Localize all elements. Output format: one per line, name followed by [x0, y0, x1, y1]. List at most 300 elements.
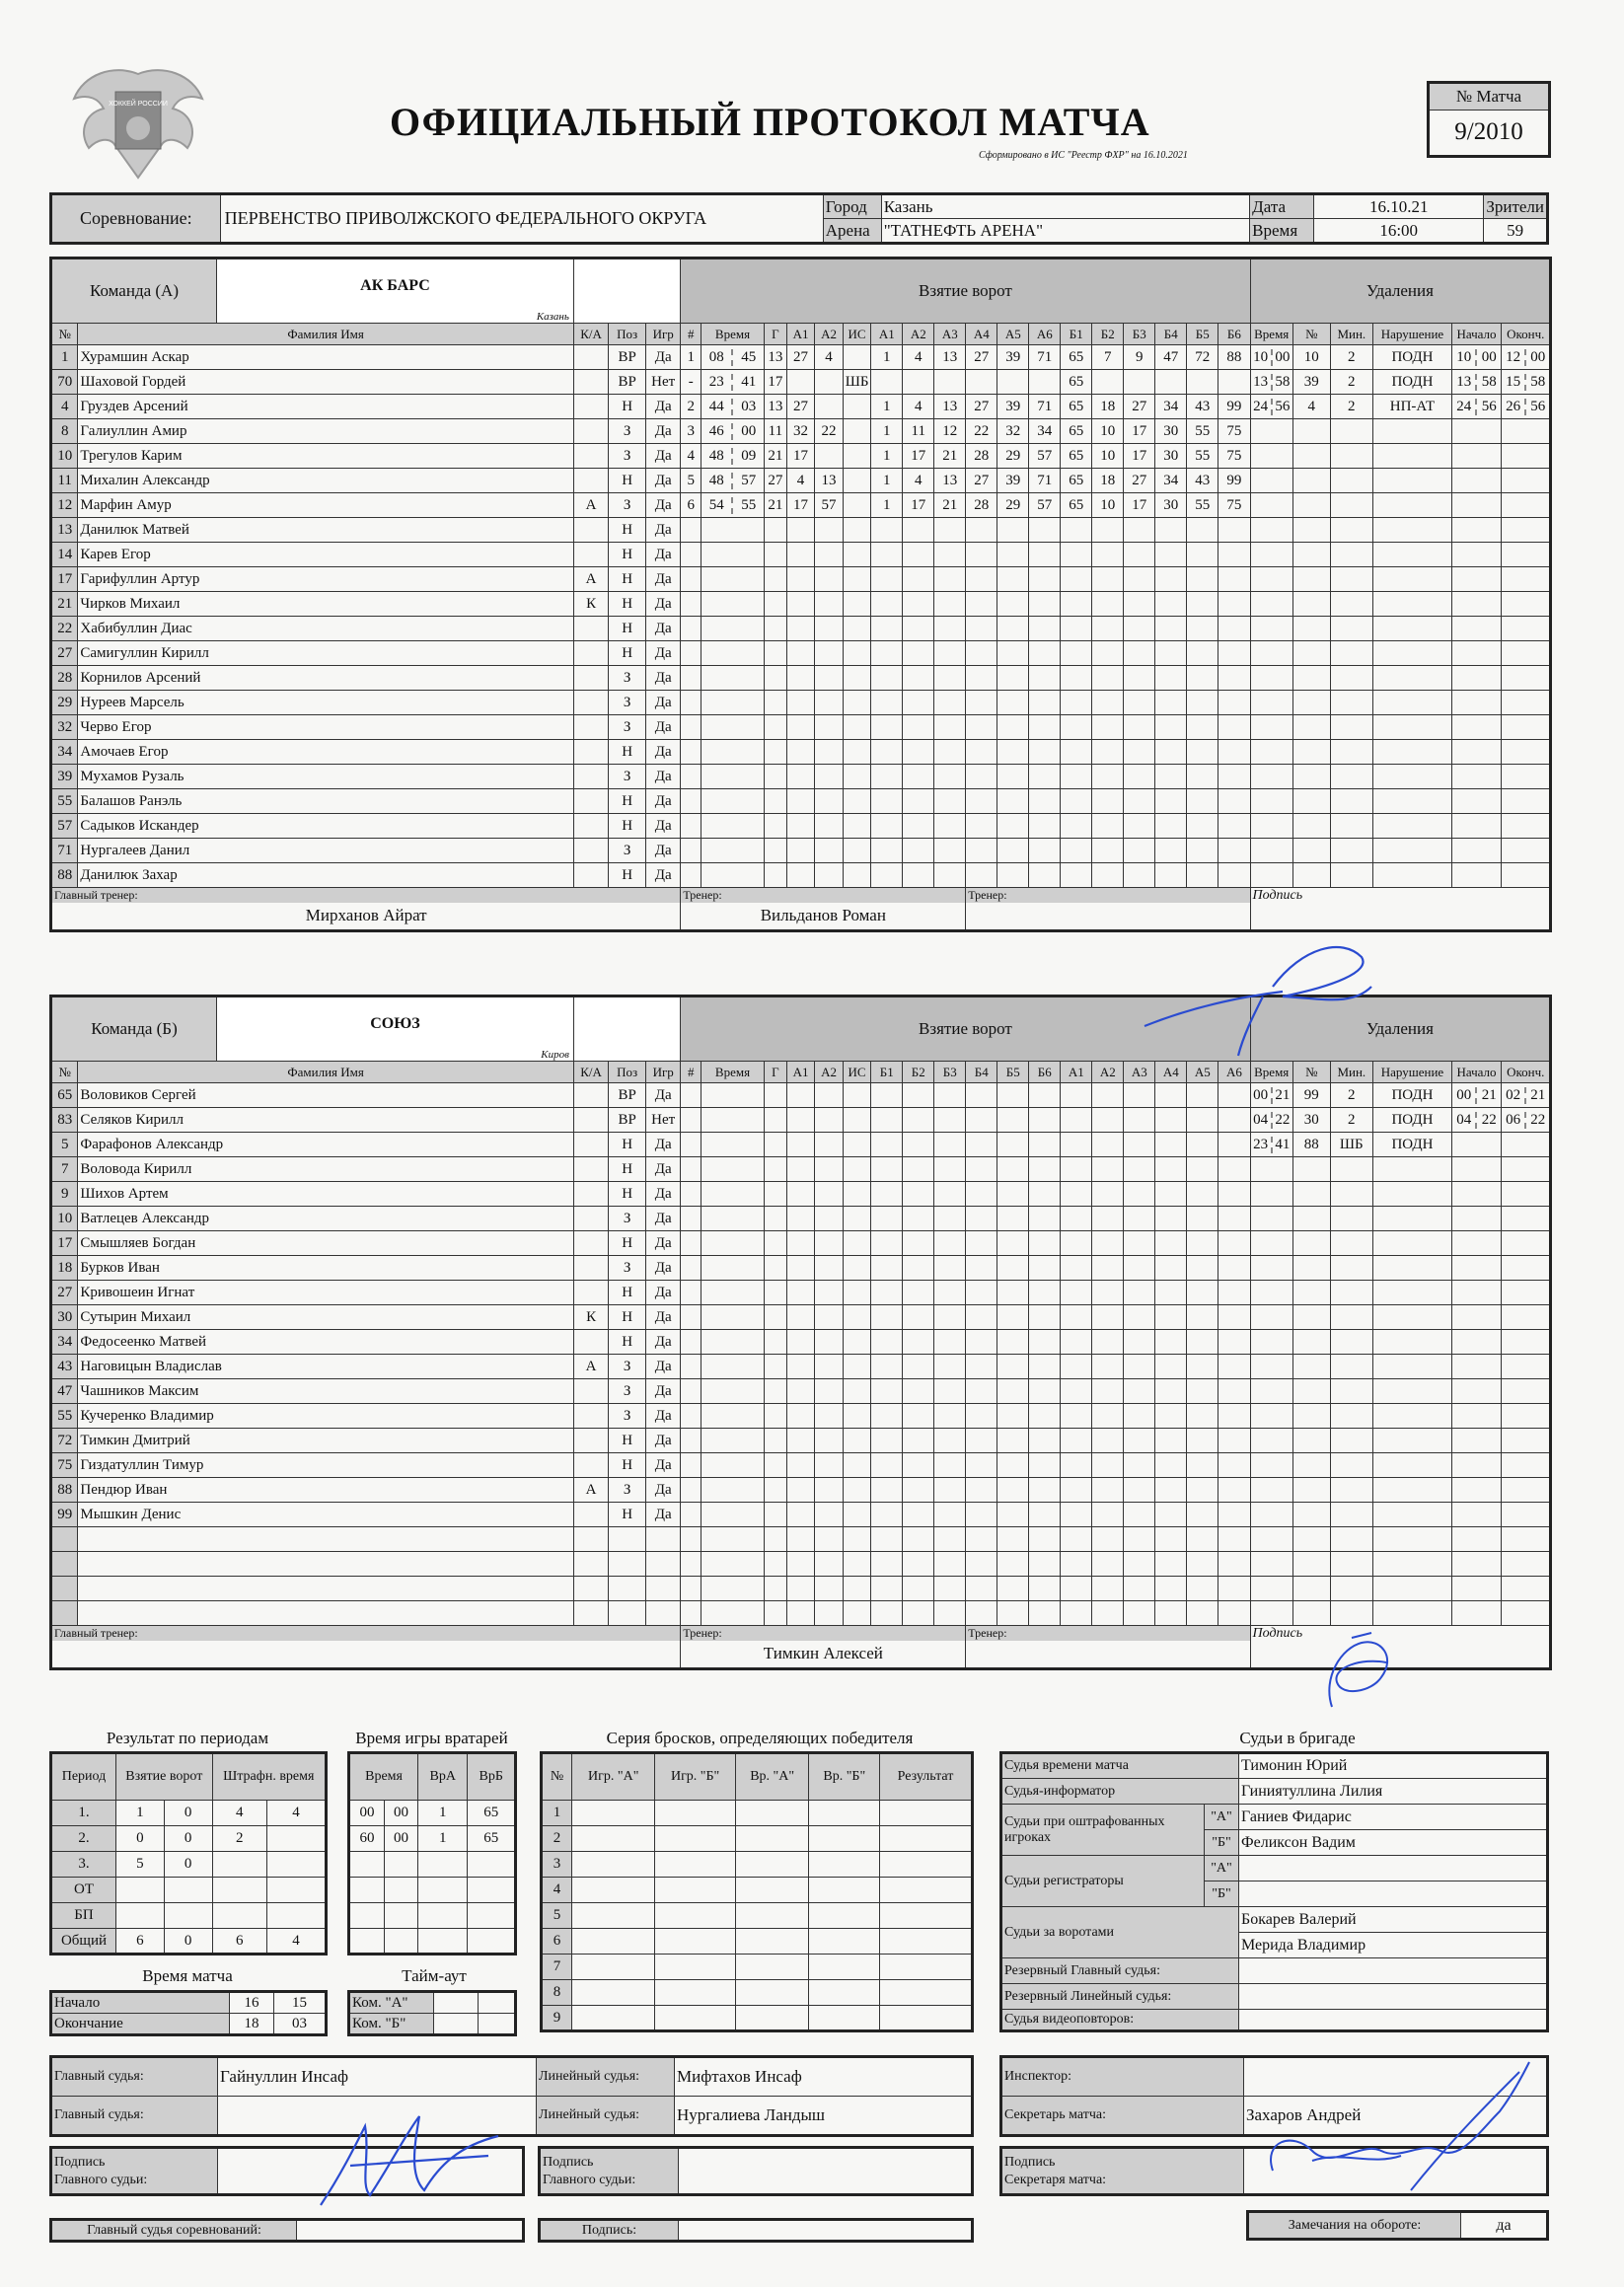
goal-assist-1: [786, 617, 815, 641]
penalty-time: [1250, 666, 1292, 691]
team_b-h-play: Игр: [645, 1062, 680, 1083]
table-row: [51, 419, 1551, 444]
on-ice-a: 12: [934, 419, 966, 444]
on-ice-b: [1092, 1207, 1124, 1231]
line-referee-label: Линейный судья:: [537, 2057, 675, 2097]
penalty-violation: [1373, 765, 1452, 789]
on-ice-a: [903, 691, 934, 715]
team_a-h-onice-on_ice_b-2: Б3: [1124, 324, 1155, 345]
on-ice-a: [997, 1552, 1029, 1577]
penalty-violation: [1373, 1453, 1452, 1478]
goal-number: [681, 1330, 701, 1355]
player-captaincy: А: [573, 1355, 608, 1379]
line-signature-field[interactable]: [679, 2148, 973, 2195]
team_a-h-onice-on_ice_a-4: А5: [997, 324, 1029, 345]
on-ice-a: [871, 1305, 903, 1330]
goal-time: [701, 1478, 764, 1503]
player-name: Селяков Кирилл: [78, 1108, 574, 1133]
goal-scorer: [764, 1601, 786, 1626]
goal-number: [681, 1256, 701, 1281]
on-ice-a: [934, 1182, 966, 1207]
penalty-violation: [1373, 469, 1452, 493]
match-number: 9/2010: [1454, 118, 1523, 145]
on-ice-b: [1124, 518, 1155, 543]
on-ice-a: [934, 617, 966, 641]
penalty-start: [1451, 814, 1501, 839]
on-ice-a: [1029, 765, 1061, 789]
penalty-start: [1451, 1577, 1501, 1601]
on-ice-a: [871, 1429, 903, 1453]
penalty-end: [1502, 1527, 1551, 1552]
goal-time-min: 48: [701, 448, 734, 465]
on-ice-b: [1218, 814, 1250, 839]
period-label: 2.: [51, 1826, 116, 1852]
on-ice-a: 39: [997, 345, 1029, 370]
player-number: 70: [51, 370, 78, 395]
on-ice-a: [966, 715, 997, 740]
on-ice-b: [1124, 1256, 1155, 1281]
goalie-a: 1: [418, 1826, 468, 1852]
on-ice-b: 65: [1061, 493, 1092, 518]
goal-situation: [843, 1429, 871, 1453]
player-number: 17: [51, 567, 78, 592]
on-ice-a: [1029, 567, 1061, 592]
on-ice-a: [966, 1503, 997, 1527]
on-ice-b: [1124, 814, 1155, 839]
on-ice-b: [1187, 691, 1218, 715]
goal-judge-2: Мерида Владимир: [1239, 1933, 1548, 1958]
penalty-time-sec: 58: [1275, 373, 1291, 390]
match-time-title: Время матча: [142, 1966, 233, 1985]
date-value: 16.10.21: [1314, 194, 1484, 219]
on-ice-a: 27: [966, 345, 997, 370]
on-ice-b: [1061, 1207, 1092, 1231]
on-ice-a: [1029, 1231, 1061, 1256]
penalty-start: [1451, 1207, 1501, 1231]
officials-table: [999, 1751, 1549, 2032]
player-name: Шихов Артем: [78, 1182, 574, 1207]
penalty-time: [1250, 419, 1292, 444]
player-name: Фарафонов Александр: [78, 1133, 574, 1157]
player-position: З: [609, 1404, 646, 1429]
on-ice-b: [1187, 518, 1218, 543]
goal-number: [681, 839, 701, 863]
penalty-end: [1502, 666, 1551, 691]
on-ice-b: [1155, 370, 1187, 395]
penalty-minutes: [1330, 789, 1372, 814]
on-ice-a: [966, 814, 997, 839]
penalty-minutes: [1330, 666, 1372, 691]
table-row: [51, 543, 1551, 567]
on-ice-b: 65: [1061, 395, 1092, 419]
goal-scorer: [764, 1355, 786, 1379]
goal-scorer: 21: [764, 493, 786, 518]
on-ice-a: [934, 715, 966, 740]
period-goals-b: 0: [164, 1826, 212, 1852]
penalty-end: [1502, 543, 1551, 567]
on-ice-a: 1: [871, 444, 903, 469]
goal-assist-1: [786, 1108, 815, 1133]
player-plays: Да: [645, 1429, 680, 1453]
team_a-goals-title: Взятие ворот: [681, 258, 1250, 324]
goal-assist-2: [815, 1355, 844, 1379]
table-row: [51, 1929, 327, 1955]
on-ice-b: [1061, 518, 1092, 543]
arena-label: Арена: [823, 219, 881, 244]
player-captaincy: [573, 1157, 608, 1182]
on-ice-a: [871, 1108, 903, 1133]
penalty-time: [1250, 469, 1292, 493]
on-ice-a: [903, 1281, 934, 1305]
penalty-start: [1451, 863, 1501, 888]
on-ice-a: 4: [903, 469, 934, 493]
table-row: [542, 1878, 973, 1903]
on-ice-a: [871, 666, 903, 691]
penalty-violation: [1373, 715, 1452, 740]
penalty-judges-label: Судьи при оштрафованных игроках: [1001, 1805, 1205, 1856]
on-ice-b: [1155, 740, 1187, 765]
player-plays: Да: [645, 1453, 680, 1478]
on-ice-a: 39: [997, 395, 1029, 419]
on-ice-a: [903, 1478, 934, 1503]
on-ice-a: [997, 666, 1029, 691]
goal-scorer: [764, 839, 786, 863]
player-position: Н: [609, 814, 646, 839]
team_b-h-onice-on_ice_b-0: Б1: [871, 1062, 903, 1083]
player-captaincy: [573, 666, 608, 691]
on-ice-a: [871, 863, 903, 888]
goal-assist-1: [786, 789, 815, 814]
on-ice-a: [1029, 641, 1061, 666]
penalty-start: [1451, 493, 1501, 518]
on-ice-a: [903, 370, 934, 395]
penalty-start: [1451, 765, 1501, 789]
team_a-h-gis: ИС: [843, 324, 871, 345]
on-ice-a: [871, 1577, 903, 1601]
penalty-minutes: [1330, 715, 1372, 740]
team_b-h-pstart: Начало: [1451, 1062, 1501, 1083]
penalty-end: [1502, 493, 1551, 518]
goal-situation: [843, 395, 871, 419]
player-number: 22: [51, 617, 78, 641]
period-goals-a: [116, 1878, 165, 1903]
on-ice-a: [997, 814, 1029, 839]
player-position: Н: [609, 1330, 646, 1355]
periods-table: [49, 1751, 328, 1955]
timeout-title: Тайм-аут: [402, 1966, 467, 1985]
match-number-box: [1427, 81, 1551, 158]
penalty-time: [1250, 1355, 1292, 1379]
penalty-player: [1292, 419, 1330, 444]
penalty-violation: [1373, 1157, 1452, 1182]
penalty-end: [1502, 1133, 1551, 1157]
goal-scorer: [764, 666, 786, 691]
on-ice-b: [1124, 863, 1155, 888]
referees-table: [49, 2055, 974, 2137]
penalty-end: [1502, 1305, 1551, 1330]
goal-assist-1: [786, 1157, 815, 1182]
penalty-judge-b: Феликсон Вадим: [1239, 1830, 1548, 1856]
period-pen-b: 4: [267, 1929, 327, 1955]
on-ice-b: [1092, 617, 1124, 641]
on-ice-a: 39: [997, 469, 1029, 493]
team-b-section: [49, 995, 1549, 1670]
player-captaincy: [573, 1207, 608, 1231]
table-row: [51, 740, 1551, 765]
competition-label: Соревнование:: [51, 194, 221, 244]
player-plays: Да: [645, 839, 680, 863]
goal-assist-1: [786, 691, 815, 715]
on-ice-b: [1187, 740, 1218, 765]
player-number: 8: [51, 419, 78, 444]
team_b-h-ptime: Время: [1250, 1062, 1292, 1083]
player-number: [51, 1552, 78, 1577]
goalie-a: [418, 1929, 468, 1955]
comp-judge-field[interactable]: [297, 2220, 524, 2242]
on-ice-a: [903, 592, 934, 617]
goal-time: [701, 469, 764, 493]
on-ice-a: 21: [934, 444, 966, 469]
on-ice-a: [934, 1207, 966, 1231]
goal-situation: [843, 765, 871, 789]
on-ice-b: [1092, 1330, 1124, 1355]
goal-assist-1: [786, 740, 815, 765]
on-ice-a: [997, 617, 1029, 641]
on-ice-b: [1218, 543, 1250, 567]
main-referee-label: Главный судья:: [51, 2057, 218, 2097]
on-ice-a: [1029, 1503, 1061, 1527]
on-ice-b: [1092, 1478, 1124, 1503]
sign-line-label-2: Главного судьи:: [543, 2172, 636, 2187]
penalty-a-tag: "А": [1205, 1805, 1239, 1830]
on-ice-b: [1092, 691, 1124, 715]
on-ice-b: [1218, 1182, 1250, 1207]
penalty-player: [1292, 1355, 1330, 1379]
on-ice-b: [1218, 1404, 1250, 1429]
penalty-b-tag: "Б": [1205, 1830, 1239, 1856]
goal-scorer: [764, 765, 786, 789]
on-ice-a: [966, 1231, 997, 1256]
time-label: Время: [1250, 219, 1314, 244]
player-position: Н: [609, 1453, 646, 1478]
table-row: [51, 789, 1551, 814]
sign-field[interactable]: [679, 2220, 973, 2242]
goal-time-sec: 03: [741, 398, 757, 414]
player-name: Нуреев Марсель: [78, 691, 574, 715]
goal-assist-2: [815, 666, 844, 691]
on-ice-b: [1218, 765, 1250, 789]
goal-assist-2: [815, 1453, 844, 1478]
goalie-a: [418, 1852, 468, 1878]
team_a-h-pmin: Мин.: [1330, 324, 1372, 345]
penalty-time: [1250, 543, 1292, 567]
on-ice-a: [871, 814, 903, 839]
player-plays: Да: [645, 1379, 680, 1404]
penalty-time: [1250, 1552, 1292, 1577]
goal-assist-1: [786, 1429, 815, 1453]
goal-scorer: [764, 1453, 786, 1478]
on-ice-b: [1218, 1552, 1250, 1577]
on-ice-a: [903, 543, 934, 567]
player-plays: Да: [645, 1478, 680, 1503]
on-ice-b: [1092, 1552, 1124, 1577]
penalty-end-min: 26: [1502, 399, 1526, 415]
goal-scorer: [764, 1281, 786, 1305]
goal-number: 1: [681, 345, 701, 370]
player-name: Бурков Иван: [78, 1256, 574, 1281]
penalty-end: [1502, 1182, 1551, 1207]
penalty-player: [1292, 789, 1330, 814]
on-ice-b: [1092, 370, 1124, 395]
timeout-a-label: Ком. "А": [349, 1992, 434, 2014]
secretary: Захаров Андрей: [1244, 2097, 1548, 2136]
player-captaincy: [573, 789, 608, 814]
penalty-start: [1451, 1379, 1501, 1404]
on-ice-b: [1124, 1577, 1155, 1601]
goalie-time-sec: [384, 1852, 417, 1878]
player-captaincy: [573, 1429, 608, 1453]
goal-number: [681, 691, 701, 715]
goal-time: [701, 1256, 764, 1281]
table-row: [51, 863, 1551, 888]
table-row: [542, 2006, 973, 2031]
goal-number: [681, 543, 701, 567]
sign-line-label-1: Подпись: [543, 2154, 594, 2170]
goal-scorer: [764, 1478, 786, 1503]
penalty-violation: [1373, 1577, 1452, 1601]
player-number: [51, 1601, 78, 1626]
on-ice-b: [1218, 641, 1250, 666]
goal-assist-2: [815, 1256, 844, 1281]
goal-assist-2: [815, 641, 844, 666]
goal-assist-1: [786, 641, 815, 666]
table-row: [542, 1852, 973, 1878]
penalty-end: [1502, 1404, 1551, 1429]
on-ice-a: 27: [966, 395, 997, 419]
player-captaincy: [573, 617, 608, 641]
on-ice-a: 1: [871, 345, 903, 370]
period-pen-a: 4: [212, 1801, 266, 1826]
penalty-time: [1250, 1503, 1292, 1527]
goal-situation: [843, 740, 871, 765]
player-position: З: [609, 715, 646, 740]
team_b-h-pos: Поз: [609, 1062, 646, 1083]
goal-situation: [843, 666, 871, 691]
player-captaincy: А: [573, 567, 608, 592]
on-ice-b: [1218, 567, 1250, 592]
on-ice-a: [997, 1577, 1029, 1601]
table-row: [542, 1826, 973, 1852]
on-ice-a: [871, 789, 903, 814]
player-position: Н: [609, 617, 646, 641]
on-ice-b: 72: [1187, 345, 1218, 370]
penalty-start-sec: 21: [1481, 1086, 1497, 1103]
goal-scorer: [764, 863, 786, 888]
on-ice-a: [966, 543, 997, 567]
on-ice-a: [934, 789, 966, 814]
comp-judge-label: Главный судья соревнований:: [51, 2220, 297, 2242]
on-ice-a: [966, 1207, 997, 1231]
shootout-h-ga: Вр. "А": [735, 1753, 809, 1801]
on-ice-a: [1029, 370, 1061, 395]
on-ice-b: 17: [1124, 444, 1155, 469]
on-ice-b: [1061, 666, 1092, 691]
goal-time-sec: 41: [741, 373, 757, 390]
goal-scorer: [764, 1305, 786, 1330]
goal-number: 6: [681, 493, 701, 518]
on-ice-b: [1187, 1429, 1218, 1453]
player-name: Хабибуллин Диас: [78, 617, 574, 641]
penalty-time: [1250, 1453, 1292, 1478]
penalty-player: [1292, 1527, 1330, 1552]
goalie-b: [468, 1929, 516, 1955]
penalty-time-sec: 21: [1275, 1086, 1291, 1103]
on-ice-a: [871, 1083, 903, 1108]
on-ice-a: [903, 1379, 934, 1404]
penalty-violation: [1373, 1330, 1452, 1355]
on-ice-b: [1218, 740, 1250, 765]
goalie-b: [468, 1852, 516, 1878]
goal-assist-2: [815, 567, 844, 592]
goal-scorer: [764, 715, 786, 740]
goal-time: [701, 1157, 764, 1182]
penalty-violation: [1373, 444, 1452, 469]
penalty-time: [1250, 518, 1292, 543]
player-position: З: [609, 419, 646, 444]
on-ice-b: 9: [1124, 345, 1155, 370]
on-ice-b: [1061, 1404, 1092, 1429]
player-captaincy: [573, 1379, 608, 1404]
player-captaincy: [573, 1182, 608, 1207]
period-pen-a: [212, 1852, 266, 1878]
on-ice-b: [1218, 592, 1250, 617]
on-ice-b: 65: [1061, 419, 1092, 444]
player-captaincy: [573, 641, 608, 666]
penalty-violation: [1373, 666, 1452, 691]
on-ice-b: 75: [1218, 444, 1250, 469]
goal-number: [681, 1379, 701, 1404]
penalty-time: [1250, 1133, 1292, 1157]
table-row: [51, 715, 1551, 740]
on-ice-a: [871, 1404, 903, 1429]
on-ice-a: [997, 1330, 1029, 1355]
penalty-player: [1292, 592, 1330, 617]
spectators-value: 59: [1484, 219, 1548, 244]
goal-time: [701, 1305, 764, 1330]
player-plays: Да: [645, 1157, 680, 1182]
goal-number: [681, 1478, 701, 1503]
penalty-time: [1250, 1330, 1292, 1355]
on-ice-b: [1092, 543, 1124, 567]
on-ice-a: [997, 1231, 1029, 1256]
on-ice-b: [1092, 666, 1124, 691]
on-ice-b: [1061, 1355, 1092, 1379]
goal-assist-1: [786, 1379, 815, 1404]
penalty-minutes: [1330, 592, 1372, 617]
goal-time: [701, 1182, 764, 1207]
penalty-start: [1451, 1330, 1501, 1355]
goal-assist-1: [786, 1231, 815, 1256]
on-ice-b: [1124, 641, 1155, 666]
table-row: [51, 617, 1551, 641]
on-ice-b: [1092, 839, 1124, 863]
table-row: [51, 1801, 327, 1826]
table-row: [51, 1878, 327, 1903]
player-position: З: [609, 839, 646, 863]
penalty-violation: [1373, 1379, 1452, 1404]
on-ice-b: [1187, 1256, 1218, 1281]
goal-time: [701, 1207, 764, 1231]
